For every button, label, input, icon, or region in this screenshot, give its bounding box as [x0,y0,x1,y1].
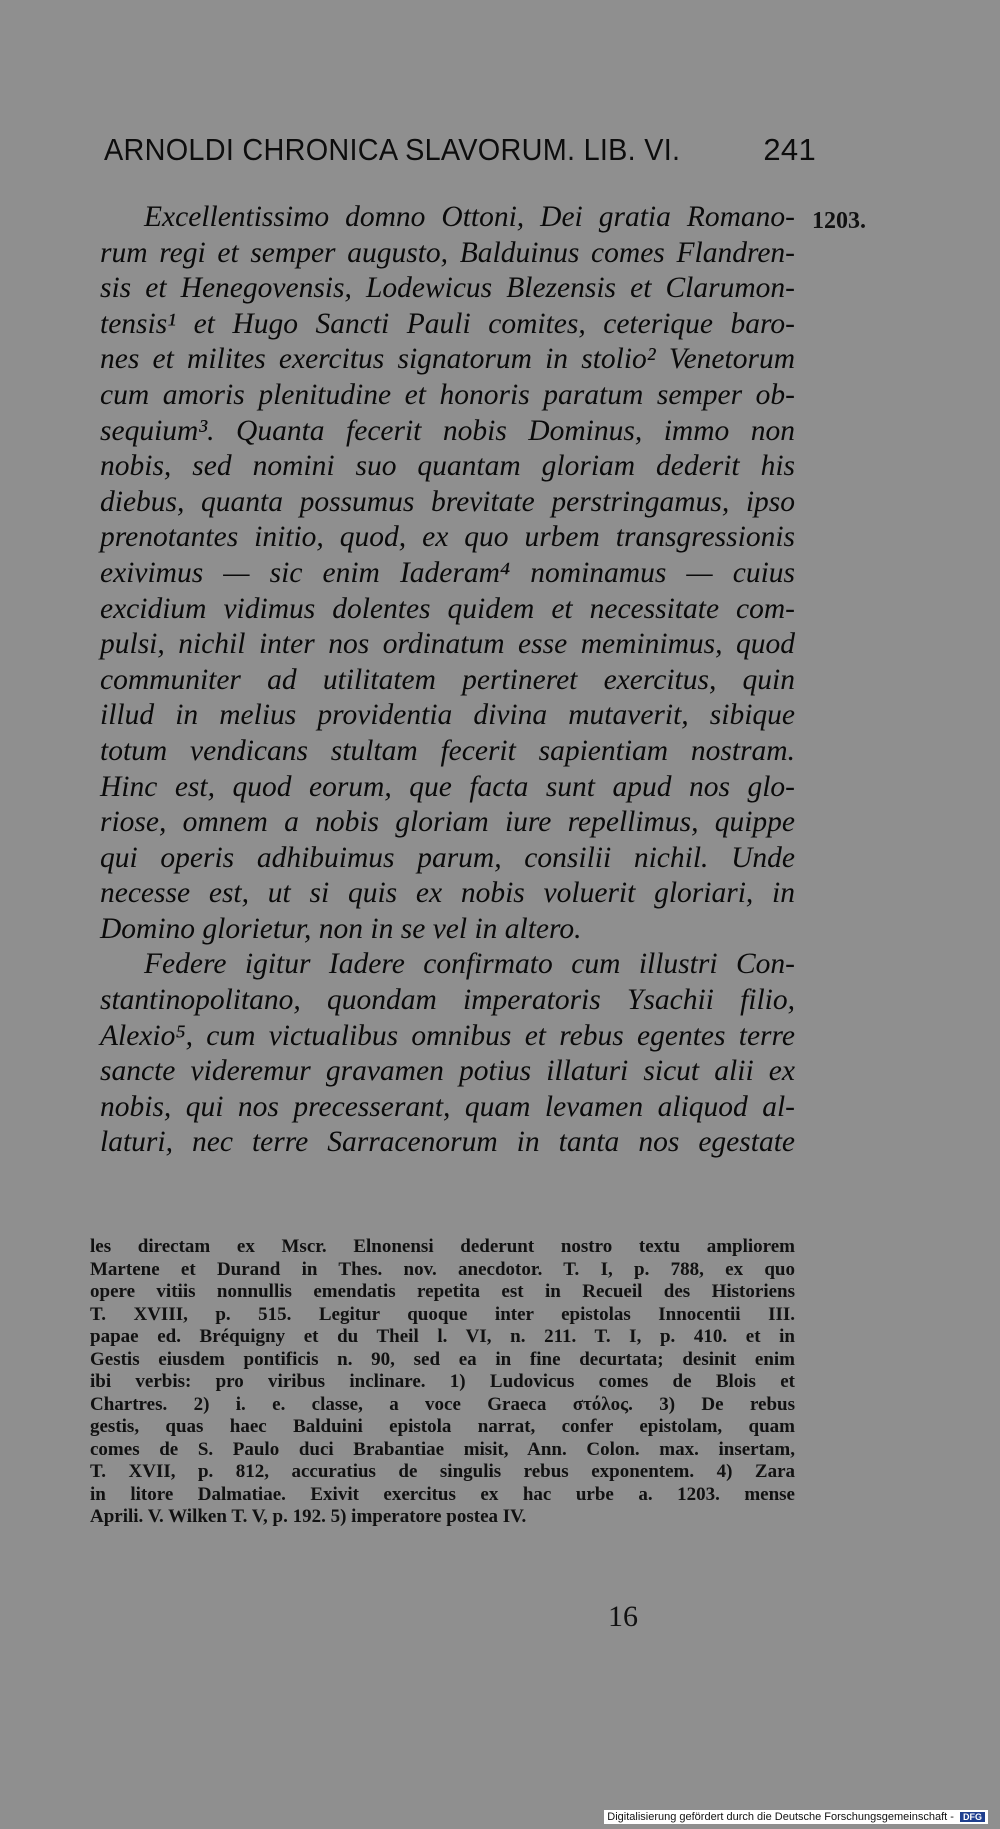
page-number: 241 [763,132,816,167]
text-line: nobis, sed nomini suo quantam gloriam dederit his [100,450,795,483]
footnote-line: Martene et Durand in Thes. nov. anecdotor. T. I, p. 788, ex quo [90,1258,795,1280]
text-line: laturi, nec terre Sarracenorum in tanta nos egestate [100,1126,795,1159]
text-line: stantinopolitano, quondam imperatoris Ysachii filio, [100,984,795,1017]
running-title: ARNOLDI CHRONICA SLAVORUM. LIB. VI. [104,132,681,167]
main-text [100,200,795,1161]
text-line: Excellentissimo domno Ottoni, Dei gratia Romano- [144,201,795,233]
text-line: sis et Henegovensis, Lodewicus Blezensis et Clarumon- [100,272,795,305]
text-line: prenotantes initio, quod, ex quo urbem transgressionis [100,521,795,554]
footnote-line: T. XVIII, p. 515. Legitur quoque inter epistolas Innocentii III. [90,1303,795,1325]
footnote-line: opere vitiis nonnullis emendatis repetita est in Recueil des Historiens [90,1281,795,1302]
margin-year: 1203. [812,208,866,234]
signature-mark: 16 [608,1600,638,1633]
footnote-line: T. XVII, p. 812, accuratius de singulis rebus exponentem. 4) Zara [90,1461,795,1482]
footnote-line: in litore Dalmatiae. Exivit exercitus ex hac urbe a. 1203. mense [90,1483,795,1505]
footnote-line: ibi verbis: pro viribus inclinare. 1) Ludovicus comes de Blois et [90,1371,795,1392]
text-line: qui operis adhibuimus parum, consilii nichil. Unde [100,841,795,874]
footnote-line: Aprili. V. Wilken T. V, p. 192. 5) imperatore postea IV. [90,1506,527,1527]
footnote-line: comes de S. Paulo duci Brabantiae misit, Ann. Colon. max. insertam, [90,1438,795,1460]
text-line: sancte videremur gravamen potius illaturi sicut alii ex [100,1055,795,1088]
footnote-line: Chartres. 2) i. e. classe, a voce Graeca στόλος. 3) De rebus [90,1393,795,1415]
running-header [104,128,816,172]
text-line: tensis¹ et Hugo Sancti Pauli comites, ceterique baro- [100,307,795,340]
text-line: communiter ad utilitatem pertineret exercitus, quin [100,663,795,696]
footnotes [90,1236,795,1529]
text-line: totum vendicans stultam fecerit sapientiam nostram. [100,734,795,767]
credit-text: Digitalisierung gefördert durch die Deutsche Forschungsgemeinschaft - [607,1811,954,1823]
text-line: pulsi, nichil inter nos ordinatum esse meminimus, quod [100,628,795,661]
text-line: sequium³. Quanta fecerit nobis Dominus, immo non [100,414,795,447]
text-line: nes et milites exercitus signatorum in stolio² Venetorum [100,343,795,376]
digitization-credit [604,1810,988,1824]
dfg-logo: DFG [960,1812,985,1822]
text-line: Domino glorietur, non in se vel in altero. [100,912,582,945]
footnote-line: les directam ex Mscr. Elnonensi dederunt nostro textu ampliorem [90,1236,795,1257]
footnote-line: gestis, quas haec Balduini epistola narrat, confer epistolam, quam [90,1416,795,1437]
text-line: Hinc est, quod eorum, que facta sunt apud nos glo- [100,770,795,803]
text-line: Alexio⁵, cum victualibus omnibus et rebus egentes terre [100,1019,795,1052]
footnote-line: papae ed. Bréquigny et du Theil l. VI, n. 211. T. I, p. 410. et in [90,1326,795,1347]
text-line: nobis, qui nos precesserant, quam levamen aliquod al- [100,1090,795,1123]
footnote-line: Gestis eiusdem pontificis n. 90, sed ea in fine decurtata; desinit enim [90,1348,795,1370]
text-line: illud in melius providentia divina mutaverit, sibique [100,699,795,732]
text-line: cum amoris plenitudine et honoris paratum semper ob- [100,378,795,411]
text-line: Federe igitur Iadere confirmato cum illustri Con- [144,948,795,981]
text-line: exivimus — sic enim Iaderam⁴ nominamus — cuius [100,556,795,589]
text-line: diebus, quanta possumus brevitate perstringamus, ipso [100,485,795,518]
text-line: riose, omnem a nobis gloriam iure repellimus, quippe [100,806,795,839]
text-line: excidium vidimus dolentes quidem et necessitate com- [100,592,795,625]
text-line: necesse est, ut si quis ex nobis voluerit gloriari, in [100,877,795,910]
text-line: rum regi et semper augusto, Balduinus comes Flandren- [100,236,795,269]
